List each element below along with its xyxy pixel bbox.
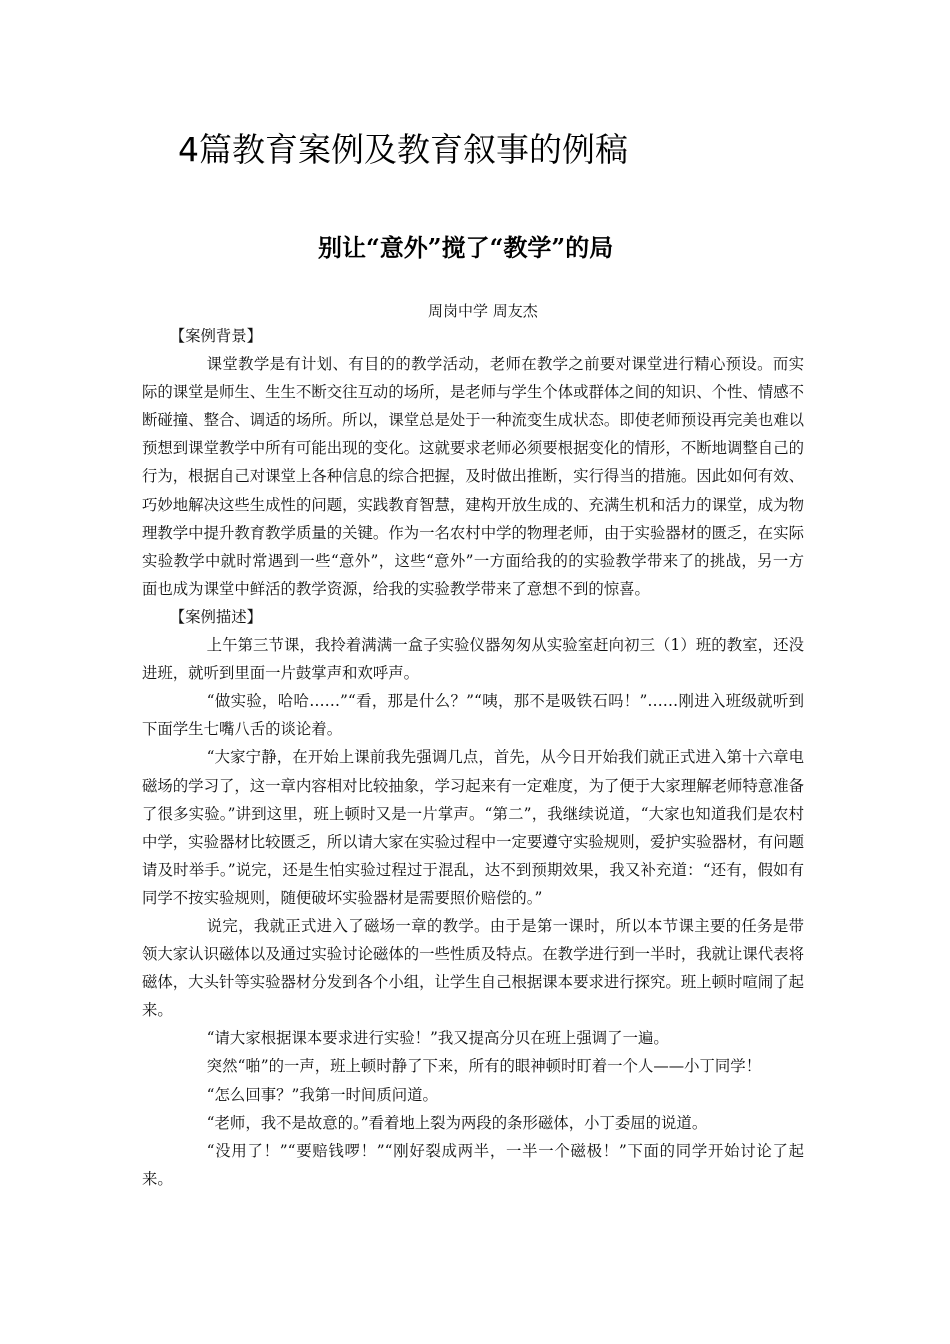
description-paragraph: “做实验，哈哈……”“看，那是什么？”“咦，那不是吸铁石吗！”……刚进入班级就听到下面学生七嘴八舌的谈论着。 <box>142 692 804 739</box>
description-paragraph: “没用了！”“要赔钱啰！”“刚好裂成两半，一半一个磁极！”下面的同学开始讨论了起来。 <box>142 1141 804 1188</box>
description-paragraph: 上午第三节课，我拎着满满一盒子实验仪器匆匆从实验室赶向初三（1）班的教室，还没进班，就听到里面一片鼓掌声和欢呼声。 <box>142 636 804 683</box>
description-paragraph: “大家宁静，在开始上课前我先强调几点，首先，从今日开始我们就正式进入第十六章电磁场的学习了，这一章内容相对比较抽象，学习起来有一定难度，为了便于大家理解老师特意准备了很多实验。”讲到这里，班上顿时又是一片掌声。“第二”，我继续说道，“大家也知道我们是农村中学，实验器材比较匮乏，所以请大家在实验过程中一定要遵守实验规则，爱护实验器材，有问题请及时举手。”说完，还是生怕实验过程过于混乱，达不到预期效果，我又补充道：“还有，假如有同学不按实验规则，随便破坏实验器材是需要照价赔偿的。” <box>142 748 804 907</box>
section-label-background: 【案例背景】 <box>169 327 263 345</box>
description-paragraph: “怎么回事？”我第一时间质问道。 <box>206 1085 438 1104</box>
description-paragraph: 说完，我就正式进入了磁场一章的教学。由于是第一课时，所以本节课主要的任务是带领大家认识磁体以及通过实验讨论磁体的一些性质及特点。在教学进行到一半时，我就让课代表将磁体，大头针等实验器材分发到各个小组，让学生自己根据课本要求进行探究。班上顿时喧闹了起来。 <box>142 916 804 1020</box>
author-line: 周岗中学 周友杰 <box>428 302 538 320</box>
description-paragraph: “老师，我不是故意的。”看着地上裂为两段的条形磁体，小丁委屈的说道。 <box>206 1113 708 1132</box>
background-paragraph: 课堂教学是有计划、有目的的教学活动，老师在教学之前要对课堂进行精心预设。而实际的课堂是师生、生生不断交往互动的场所，是老师与学生个体或群体之间的知识、个性、情感不断碰撞、整合、调适的场所。所以，课堂总是处于一种流变生成状态。即使老师预设再完美也难以预想到课堂教学中所有可能出现的变化。这就要求老师必须要根据变化的情形，不断地调整自己的行为，根据自己对课堂上各种信息的综合把握，及时做出推断，实行得当的措施。因此如何有效、巧妙地解决这些生成性的问题，实践教育智慧，建构开放生成的、充满生机和活力的课堂，成为物理教学中提升教育教学质量的关键。作为一名农村中学的物理老师，由于实验器材的匮乏，在实际实验教学中就时常遇到一些“意外”，这些“意外”一方面给我的的实验教学带来了的挑战，另一方面也成为课堂中鲜活的教学资源，给我的实验教学带来了意想不到的惊喜。 <box>142 355 804 598</box>
article-body <box>142 322 804 1193</box>
document-title: 4篇教育案例及教育叙事的例稿 <box>178 130 628 169</box>
article-title: 别让“意外”搅了“教学”的局 <box>318 233 614 262</box>
description-paragraph: “请大家根据课本要求进行实验！”我又提高分贝在班上强调了一遍。 <box>206 1029 669 1048</box>
section-label-description: 【案例描述】 <box>169 607 263 626</box>
description-paragraph: 突然“啪”的一声，班上顿时静了下来，所有的眼神顿时盯着一个人——小丁同学！ <box>206 1057 762 1076</box>
